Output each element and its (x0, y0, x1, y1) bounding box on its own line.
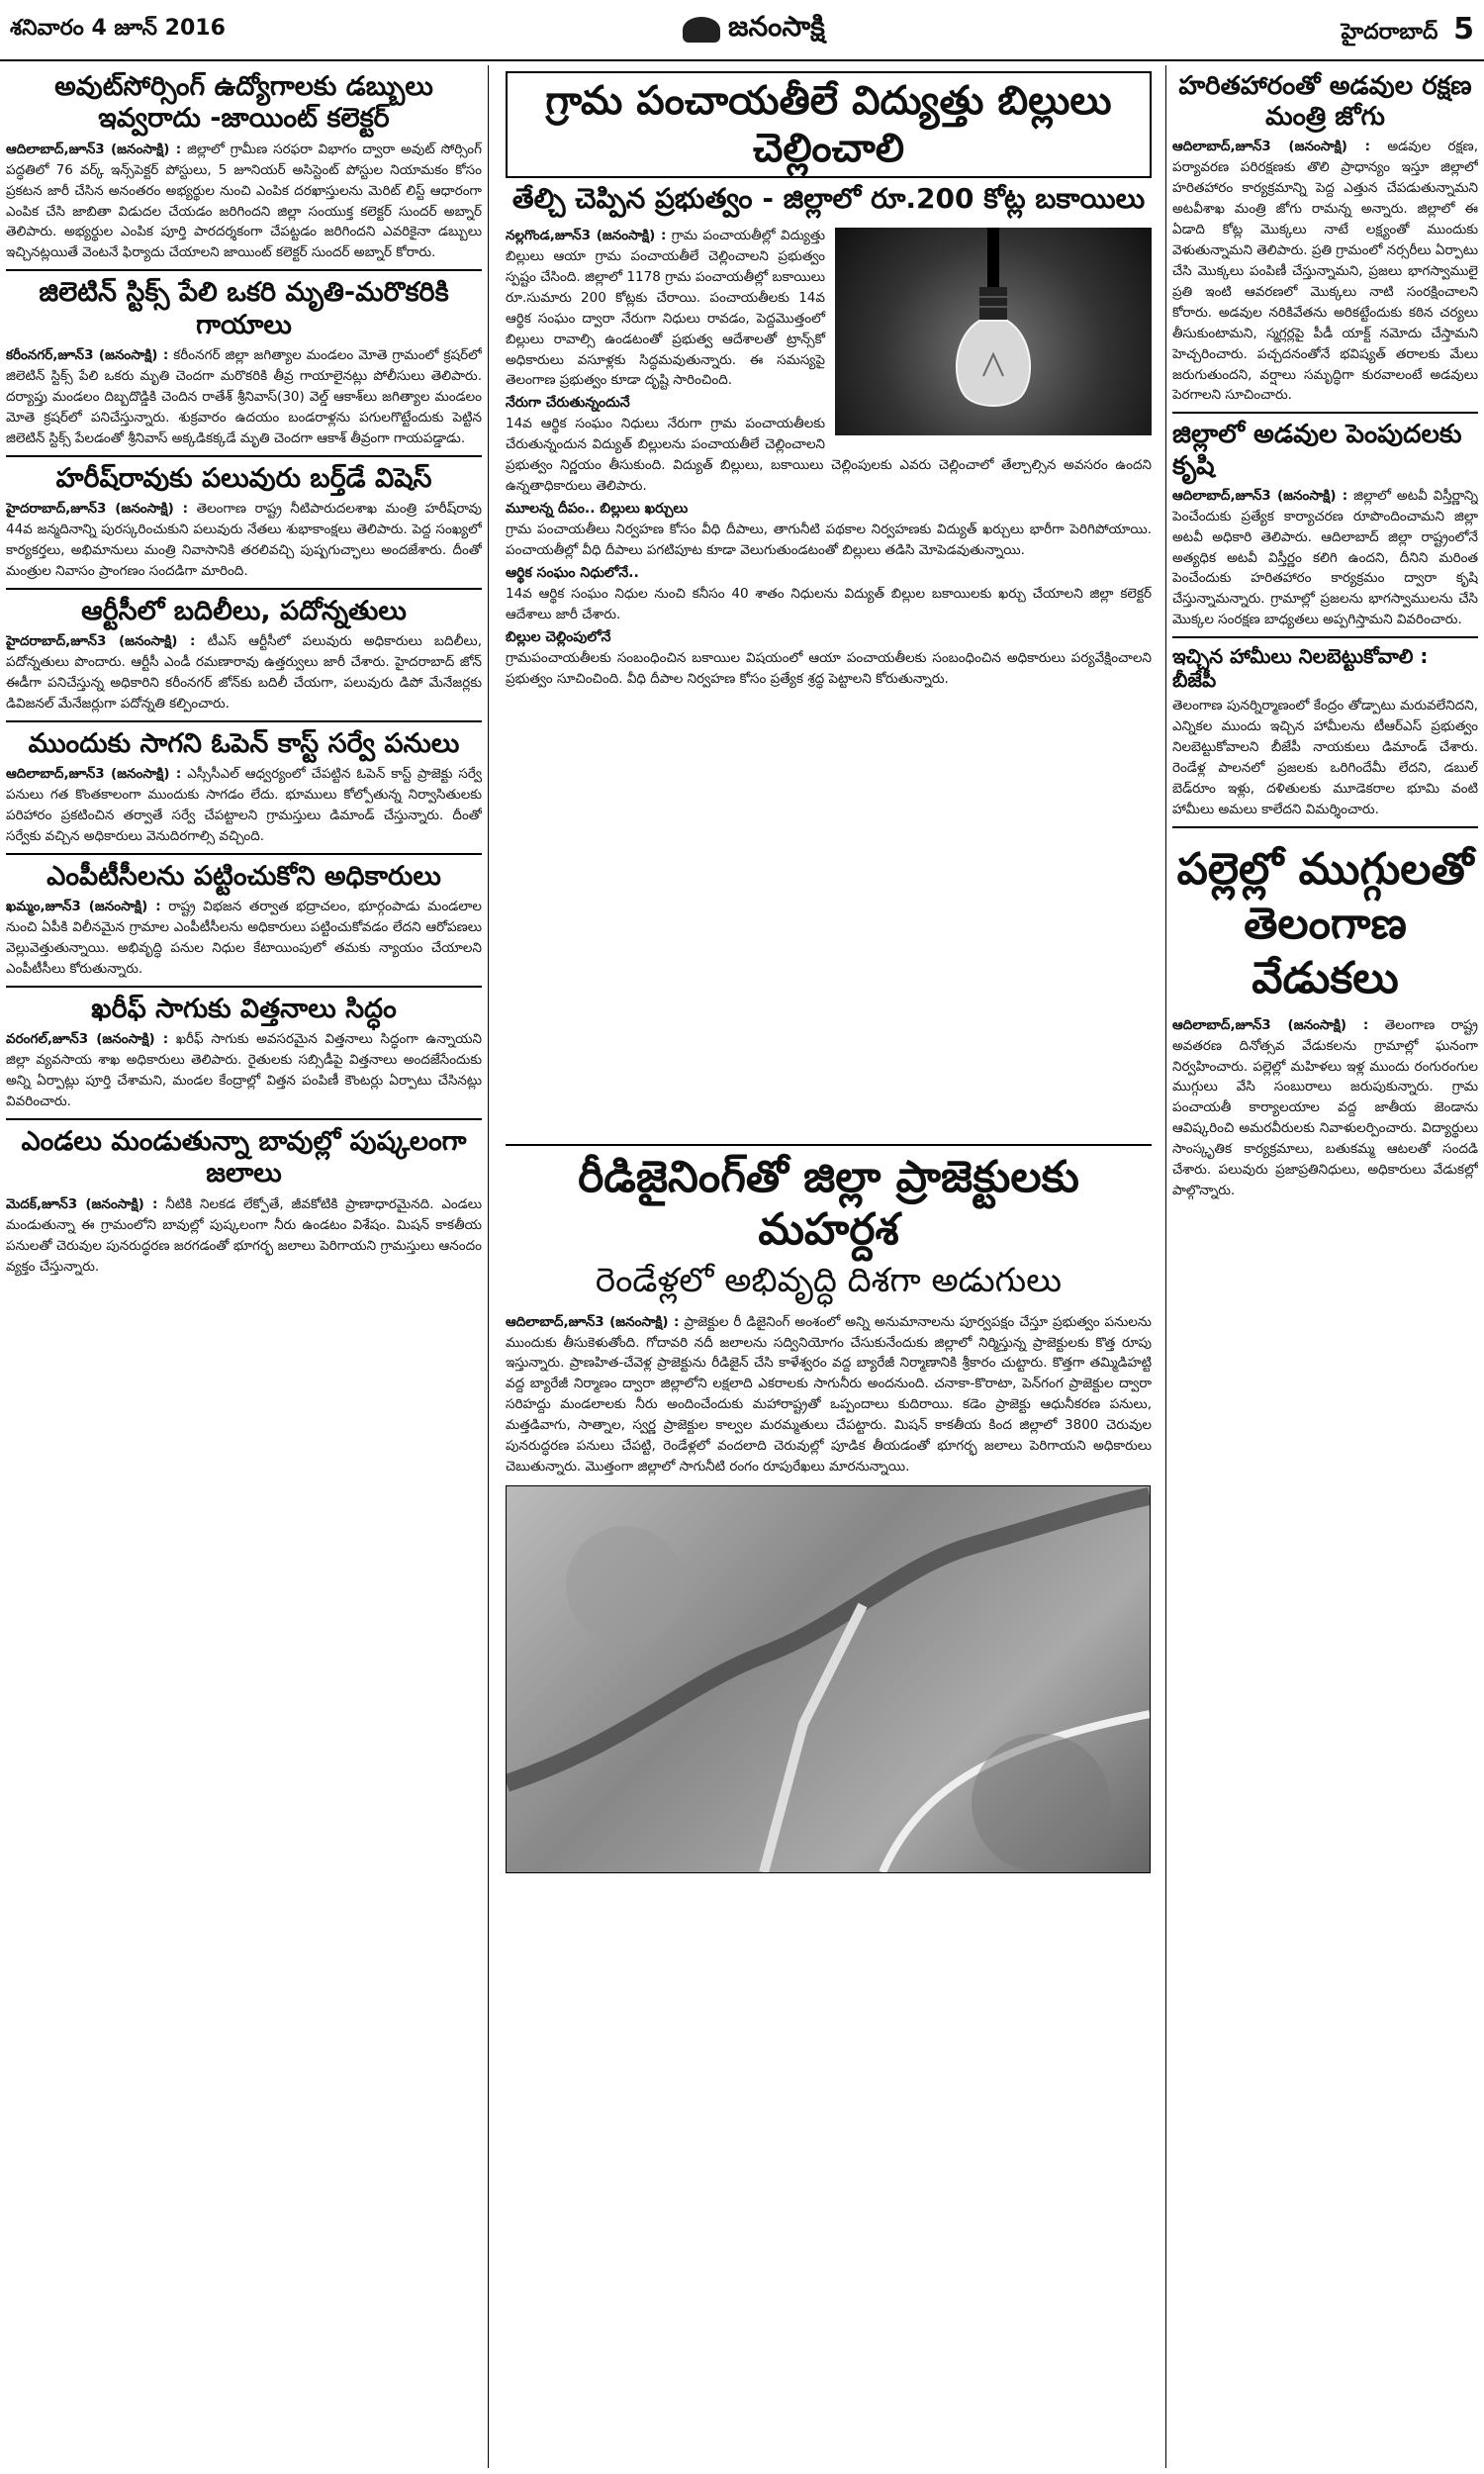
story-body (6, 764, 482, 847)
project-aerial-photo (506, 1485, 1151, 1873)
story-subheadline: తేల్చి చెప్పిన ప్రభుత్వం - జిల్లాలో రూ.200 కోట్ల బకాయిలు (511, 182, 1146, 215)
story-text: కరీంనగర్ జిల్లా జగిత్యాల మండలం మోతె గ్రామంలో క్రషర్‌లో జిలెటిన్ స్టిక్స్ పేలి ఒకరు మృతి చెందగా మరొకరికి తీవ్ర గాయాలైనట్లు పోలీసులు తెలిపారు. దర్యాప్తు మండలం దిబ్బదొడ్డికి చెందిన రాతేశ్ శ్రీనివాస్(30) వెల్డ్ ఆకాశ్‌లు జగిత్యాల మండలం మోతె క్రషర్‌లో పనిచేస్తున్నారు. శుక్రవారం ఉదయం బండరాళ్లను పగులగొట్టేందుకు పెట్టిన జిలెటిన్ స్టిక్స్ పేలడంతో శ్రీనివాస్ అక్కడికక్కడే మృతి చెందగా ఆకాశ్ తీవ్రంగా గాయపడ్డాడు. (6, 347, 482, 446)
story-subheadline: రెండేళ్లలో అభివృద్ధి దిశగా అడుగులు (595, 1260, 1063, 1300)
story-headline: జిలెటిన్ స్టిక్స్ పేలి ఒకరి మృతి-మరొకరికి గాయాలు (39, 277, 449, 340)
story-bjp-promises (1172, 638, 1478, 828)
story-open-cast (6, 722, 482, 855)
story-headline: జిల్లాలో అడవుల పెంపుదలకు కృషి (1172, 420, 1462, 481)
story-body (6, 1029, 482, 1112)
dateline: ఆదిలాబాద్,జూన్3 (జనంసాక్షి) : (1172, 487, 1348, 504)
story-text: ఎస్సీసీఎల్ ఆధ్వర్యంలో చేపట్టిన ఓపెన్ కాస్ట్ ప్రాజెక్టు సర్వే పనులు గత కొంతకాలంగా ముందుకు సాగడం లేదు. భూములు కోల్పోతున్న నిర్వాసితులకు పరిహారం ప్రకటించిన తర్వాతే సర్వే చేపట్టాలని గ్రామస్తులు డిమాండ్ చేస్తున్నారు. దీంతో సర్వేకు వచ్చిన అధికారులు వెనుదిరగాల్సి వచ్చింది. (6, 766, 482, 845)
middle-column (500, 65, 1158, 2468)
dateline: ఖమ్మం,జూన్3 (జనంసాక్షి) : (6, 899, 161, 915)
dateline: ఆదిలాబాద్,జూన్3 (జనంసాక్షి) : (6, 141, 182, 157)
story-text: రాష్ట్ర విభజన తర్వాత భద్రాచలం, భూర్గంపాడు మండలాల నుంచి ఏపీకి విలీనమైన గ్రామాల ఎంపీటీసీలను అధికారులు పట్టించుకోవడం లేదని ఆరోపణలు వెల్లువెత్తుతున్నాయి. అభివృద్ధి పనుల నిధుల కేటాయింపులో తమకు న్యాయం చేయాలని ఎంపీటీసీలు కోరుతున్నారు. (6, 899, 482, 978)
dateline: ఆదిలాబాద్,జూన్3 (జనంసాక్షి) : (6, 766, 182, 783)
left-column (6, 65, 489, 2468)
story-subhead: మూలన్న దీపం.. బిల్లులు ఖర్చులు (506, 501, 689, 518)
story-text: తెలంగాణ రాష్ట్ర నీటిపారుదలశాఖ మంత్రి హరీష్‌రావు 44వ జన్మదినాన్ని పురస్కరించుకుని పలువురు నేతలు శుభాకాంక్షలు తెలిపారు. పెద్ద సంఖ్యలో కార్యకర్తలు, అభిమానులు మంత్రి నివాసానికి తరలివచ్చి పుష్పగుచ్ఛాలు అందజేశారు. దీంతో మంత్రుల నివాసం ప్రాంగణం సందడిగా మారింది. (6, 501, 482, 579)
story-wells (6, 1120, 482, 1283)
story-text-3: గ్రామ పంచాయతీలు నిర్వహణ కోసం వీధి దీపాలు, తాగునీటి పథకాల నిర్వహణకు విద్యుత్ ఖర్చులు భారీగా పెరిగిపోయాయి. పంచాయతీల్లో వీధి దీపాలు పగటిపూట కూడా వెలుగుతుండటంతో బిల్లులు తడిసి మోపెడవుతున్నాయి. (506, 522, 1152, 558)
story-body (6, 897, 482, 980)
lightbulb-icon (835, 228, 1152, 435)
story-harish-birthday (6, 457, 482, 590)
story-body (6, 631, 482, 714)
dateline: నల్లగొండ,జూన్3 (జనంసాక్షి) : (506, 228, 667, 243)
story-body (6, 499, 482, 582)
story-body (1172, 486, 1478, 630)
story-rangoli-celebrations (1172, 828, 1478, 1207)
story-redesigning (506, 1146, 1152, 1879)
story-headline: ఖరీఫ్ సాగుకు విత్తనాలు సిద్ధం (91, 994, 397, 1025)
dateline: కరీంనగర్,జూన్3 (జనంసాక్షి) : (6, 347, 169, 364)
story-text: గ్రామ పంచాయతీల్లో విద్యుత్తు బిల్లులు ఆయా గ్రామ పంచాయతీలే చెల్లించాలని ప్రభుత్వం స్పష్టం చేసింది. జిల్లాలో 1178 గ్రామ పంచాయతీల్లో బకాయిలు రూ.సుమారు 200 కోట్లకు చేరాయి. పంచాయతీలకు 14వ ఆర్థిక సంఘం ద్వారా నేరుగా నిధులు రావడం, పెద్దమొత్తంలో బిల్లులు రావాల్సి ఉండటంతో ప్రభుత్వ ఆదేశాలతో ట్రాన్స్‌కో అధికారులు వసూళ్లకు సిద్ధమవుతున్నారు. ఈ సమస్యపై తెలంగాణ ప్రభుత్వం కూడా దృష్టి సారించింది. (506, 228, 825, 389)
city-page (1341, 12, 1474, 49)
story-subhead: బిల్లుల చెల్లింపులోనే (506, 628, 611, 645)
page-number: 5 (1453, 12, 1474, 47)
story-headline: ఇచ్చిన హామీలు నిలబెట్టుకోవాలి : బీజేపీ (1172, 644, 1429, 693)
story-headline: ఎండలు మండుతున్నా బావుల్లో పుష్కలంగా జలాలు (21, 1126, 467, 1189)
story-headline: పల్లెల్లో ముగ్గులతో తెలంగాణ వేడుకలు (1176, 843, 1474, 1003)
story-text-2: 14వ ఆర్థిక సంఘం నిధులు నేరుగా గ్రామ పంచాయతీలకు చేరుతున్నందున విద్యుత్ బిల్లులను పంచాయతీలే చెల్లించాలని ప్రభుత్వం నిర్ణయం తీసుకుంది. విద్యుత్ బిల్లులు, బకాయిలు చెల్లింపులకు ఎవరు చెల్లించాలో తేల్చాల్సిన అవసరం ఉందని ఉన్నతాధికారులు తెలిపారు. (506, 416, 1152, 495)
story-headline: ముందుకు సాగని ఓపెన్ కాస్ట్ సర్వే పనులు (28, 727, 460, 759)
story-electricity-bills (506, 65, 1152, 1146)
logo-icon (683, 17, 720, 43)
dateline: ఆదిలాబాద్,జూన్3 (జనంసాక్షి) : (1172, 139, 1371, 155)
logo-text: జనంసాక్షి (728, 10, 825, 43)
story-text: జిల్లాలో అటవీ విస్తీర్ణాన్ని పెంచేందుకు ప్రత్యేక కార్యాచరణ రూపొందించామని జిల్లా అటవీ అధికారి తెలిపారు. ఆదిలాబాద్ జిల్లా రాష్ట్రంలోనే అత్యధిక అటవీ విస్తీర్ణం కలిగి ఉందని, దీనిని మరింత పెంచేందుకు హరితహారం కార్యక్రమం ద్వారా కృషి చేస్తున్నామన్నారు. గ్రామాల్లో ప్రజలను భాగస్వాములను చేసి మొక్కల సంరక్షణ బాధ్యతలు అప్పగిస్తామని వివరించారు. (1172, 487, 1478, 628)
aerial-landscape-icon (507, 1486, 1150, 1872)
story-mptc (6, 855, 482, 988)
story-headline: అవుట్‌సోర్సింగ్ ఉద్యోగాలకు డబ్బులు ఇవ్వరాదు -జాయింట్ కలెక్టర్ (54, 71, 433, 135)
story-text: తెలంగాణ పునర్నిర్మాణంలో కేంద్రం తోడ్పాటు మరువలేనిదని, ఎన్నికల ముందు ఇచ్చిన హామీలను టీఆర్‌ఎస్ ప్రభుత్వం నిలబెట్టుకోవాలని బీజేపీ నాయకులు డిమాండ్ చేశారు. రెండేళ్ల పాలనలో ప్రజలకు ఒరిగిందేమీ లేదని, డబుల్ బెడ్‌రూం ఇళ్లు, దళితులకు మూడెకరాల భూమి వంటి హామీలు అమలు కాలేదని విమర్శించారు. (1172, 698, 1478, 817)
bulb-photo (835, 228, 1152, 435)
story-body (6, 1194, 482, 1278)
story-text-5: గ్రామపంచాయతీలకు సంబంధించిన బకాయిల విషయంలో ఆయా పంచాయతీలకు సంబంధించిన అధికారులు పర్యవేక్షించాలని ప్రభుత్వం సూచించింది. వీధి దీపాల నిర్వహణ కోసం ప్రత్యేక శ్రద్ధ పెట్టాలని కోరుతున్నారు. (506, 649, 1152, 687)
story-text: ప్రాజెక్టుల రీ డిజైనింగ్ అంశంలో అన్ని అనుమానాలను పూర్వపక్షం చేస్తూ ప్రభుత్వం పనులను ముందుకు తీసుకెళుతోంది. గోదావరి నదీ జలాలను సద్వినియోగం చేసుకునేందుకు జిల్లాలో నిర్మిస్తున్న ప్రాజెక్టులకు కొత్త రూపు ఇస్తున్నారు. ప్రాణహిత-చేవెళ్ల ప్రాజెక్టును రీడిజైన్ చేసి కాళేశ్వరం వద్ద బ్యారేజీ నిర్మాణానికి శ్రీకారం చుట్టారు. కొత్తగా తమ్మిడిహట్టి వద్ద బ్యారేజీ నిర్మాణం ద్వారా జిల్లాలోని లక్షలాది ఎకరాలకు సాగునీరు అందనుంది. చనాకా-కొరాటా, పెన్‌గంగ ప్రాజెక్టుల ద్వారా సరిహద్దు మండలాలకు నీరు అందించేందుకు మహారాష్ట్రతో ఒప్పందాలు కుదిరాయి. కడెం ప్రాజెక్టు ఆధునీకరణ పనులు, మత్తడివాగు, సాత్నాల, స్వర్ణ ప్రాజెక్టుల కాల్వల మరమ్మతులు చేపట్టారు. మిషన్ కాకతీయ కింద జిల్లాలో 3800 చెరువుల పునరుద్ధరణ పనులు చేపట్టి, రెండేళ్లలో వందలాది చెరువుల్లో పూడిక తీయడంతో భూగర్భ జలాలు పెరిగాయని అధికారులు చెబుతున్నారు. మొత్తంగా జిల్లాలో సాగునీటి రంగం రూపురేఖలు మారనున్నాయి. (506, 1313, 1152, 1475)
story-body (1172, 1015, 1478, 1201)
right-column (1165, 65, 1478, 2468)
story-headline: రీడిజైనింగ్‌తో జిల్లా ప్రాజెక్టులకు మహర్దశ (578, 1152, 1079, 1255)
story-headline: హరీష్‌రావుకు పలువురు బర్త్‌డే విషెస్ (55, 462, 432, 494)
story-harithaharam (1172, 65, 1478, 414)
newspaper-logo (683, 10, 825, 49)
dateline: హైదరాబాద్,జూన్3 (జనంసాక్షి) : (6, 501, 189, 518)
story-body (6, 345, 482, 449)
issue-date: శనివారం 4 జూన్ 2016 (10, 16, 226, 41)
story-headline: గ్రామ పంచాయతీలే విద్యుత్తు బిల్లులు చెల్లించాలి (506, 71, 1152, 178)
story-kharif-seeds (6, 988, 482, 1120)
story-text: అడవుల రక్షణ, పర్యావరణ పరిరక్షణకు తొలి ప్రాధాన్యం ఇస్తూ జిల్లాలో హరితహారం కార్యక్రమాన్ని పెద్ద ఎత్తున చేపడుతున్నామని అటవీశాఖ మంత్రి జోగు రామన్న అన్నారు. జిల్లాలో ఈ ఏడాది కోట్ల మొక్కలు నాటే లక్ష్యంతో ముందుకు వెళుతున్నామని తెలిపారు. ప్రతి గ్రామంలో నర్సరీలు ఏర్పాటు చేసి మొక్కలు పంపిణీ చేస్తున్నామని, ప్రజలు భాగస్వాములై ప్రతి ఇంటి ఆవరణలో మొక్కలు నాటి సంరక్షించాలని కోరారు. అడవుల నరికివేతను అరికట్టేందుకు కఠిన చర్యలు తీసుకుంటామని, స్మగ్లర్లపై పీడీ యాక్ట్ నమోదు చేస్తామని హెచ్చరించారు. పచ్చదనంతోనే భవిష్యత్ తరాలకు మేలు జరుగుతుందని, వర్షాలు సమృద్ధిగా కురవాలంటే అడవులు పెరగాలని సూచించారు. (1172, 139, 1478, 404)
story-subhead: ఆర్థిక సంఘం నిధులోనే.. (506, 564, 639, 581)
dateline: ఆదిలాబాద్,జూన్3 (జనంసాక్షి) : (506, 1313, 680, 1330)
story-text: జిల్లాలో గ్రామీణ సరఫరా విభాగం ద్వారా అవుట్ సోర్సింగ్ పద్ధతిలో 76 వర్క్ ఇన్స్‌పెక్టర్ పోస్టులు, 5 జూనియర్ అసిస్టెంట్ పోస్టుల నియామకం కోసం ప్రకటన జారీ చేసిన అనంతరం అభ్యర్థుల నుంచి ఎంపిక దరఖాస్తులను మెరిట్ లిస్ట్ ఆధారంగా ఎంపిక చేసి జాబితా విడుదల చేయడం జరిగిందని జిల్లా సంయుక్త కలెక్టర్ సుందర్ అబ్నార్ తెలిపారు. అభ్యర్థుల ఎంపిక పూర్తి పారదర్శకంగా చేపట్టడం జరిగిందని ఎవరికైనా డబ్బులు ఇచ్చినట్లయితే వెంటనే ఫిర్యాదు చేయాలని జాయింట్ కలెక్టర్ సుందర్ అబ్నార్ కోరారు. (6, 141, 482, 261)
dateline: హైదరాబాద్,జూన్3 (జనంసాక్షి) : (6, 633, 196, 650)
story-text: తెలంగాణ రాష్ట్ర అవతరణ దినోత్సవ వేడుకలను గ్రామాల్లో ఘనంగా నిర్వహించారు. పల్లెల్లో మహిళలు ఇళ్ల ముందు రంగురంగుల ముగ్గులు వేసి సంబురాలు జరుపుకున్నారు. గ్రామ పంచాయతీ కార్యాలయాల వద్ద జాతీయ జెండాను ఆవిష్కరించి అమరవీరులకు నివాళులర్పించారు. విద్యార్థులు సాంస్కృతిక కార్యక్రమాలు, బతుకమ్మ ఆటలతో సందడి చేశారు. పలువురు ప్రజాప్రతినిధులు, అధికారులు వేడుకల్లో పాల్గొన్నారు. (1172, 1016, 1478, 1199)
story-outsourcing (6, 65, 482, 271)
story-headline: ఎంపీటీసీలను పట్టించుకోని అధికారులు (46, 860, 441, 892)
story-text-4: 14వ ఆర్థిక సంఘం నిధుల నుంచి కనీసం 40 శాతం నిధులను విద్యుత్ బిల్లుల బకాయిలకు ఖర్చు చేయాలని జిల్లా కలెక్టర్ ఆదేశాలు జారీ చేశారు. (506, 585, 1152, 622)
story-body (6, 140, 482, 264)
masthead (0, 0, 1484, 61)
story-forest-growth (1172, 414, 1478, 638)
story-body (1172, 137, 1478, 406)
story-body (506, 1312, 1152, 1477)
story-text: నీటికి నిలకడ లేక్పోతే, జీవకోటికి ప్రాణాధారమైనది. ఎండలు మండుతున్నా ఈ గ్రామంలోని బావుల్లో పుష్కలంగా నీరు ఉండటం విశేషం. మిషన్ కాకతీయ పనులతో చెరువుల పునరుద్ధరణ జరగడంతో భూగర్భ జలాలు పెరిగాయని గ్రామస్తులు ఆనందం వ్యక్తం చేస్తున్నారు. (6, 1195, 482, 1275)
story-headline: ఆర్టీసీలో బదిలీలు, పదోన్నతులు (81, 595, 407, 626)
story-headline: హరితహారంతో అడవుల రక్షణ మంత్రి జోగు (1178, 71, 1472, 133)
story-rtc-transfers (6, 590, 482, 722)
story-subhead: నేరుగా చేరుతున్నందునే (506, 395, 630, 412)
story-gelatin (6, 271, 482, 456)
dateline: ఆదిలాబాద్,జూన్3 (జనంసాక్షి) : (1172, 1016, 1369, 1033)
story-text: టీఎస్ ఆర్టీసీలో పలువురు అధికారులు బదిలీలు, పదోన్నతులు పొందారు. ఆర్టీసీ ఎండీ రమణారావు ఉత్తర్వులు జారీ చేశారు. హైదరాబాద్ జోన్ ఈడీగా పనిచేస్తున్న అధికారిని కరీంనగర్ జోన్‌కు బదిలీ చేయగా, పలువురు డిపో మేనేజర్లకు డివిజనల్ మేనేజర్లుగా పదోన్నతి కల్పించారు. (6, 633, 482, 712)
city-name: హైదరాబాద్ (1341, 20, 1438, 45)
story-text: ఖరీఫ్ సాగుకు అవసరమైన విత్తనాలు సిద్ధంగా ఉన్నాయని జిల్లా వ్యవసాయ శాఖ అధికారులు తెలిపారు. రైతులకు సబ్సిడీపై విత్తనాలు అందజేసేందుకు అన్ని ఏర్పాట్లు పూర్తి చేశామని, మండల కేంద్రాల్లో విత్తన పంపిణీ కౌంటర్లు ఏర్పాటు చేసినట్లు వివరించారు. (6, 1031, 482, 1110)
dateline: మెదక్,జూన్3 (జనంసాక్షి) : (6, 1195, 158, 1212)
dateline: వరంగల్,జూన్3 (జనంసాక్షి) : (6, 1031, 169, 1048)
